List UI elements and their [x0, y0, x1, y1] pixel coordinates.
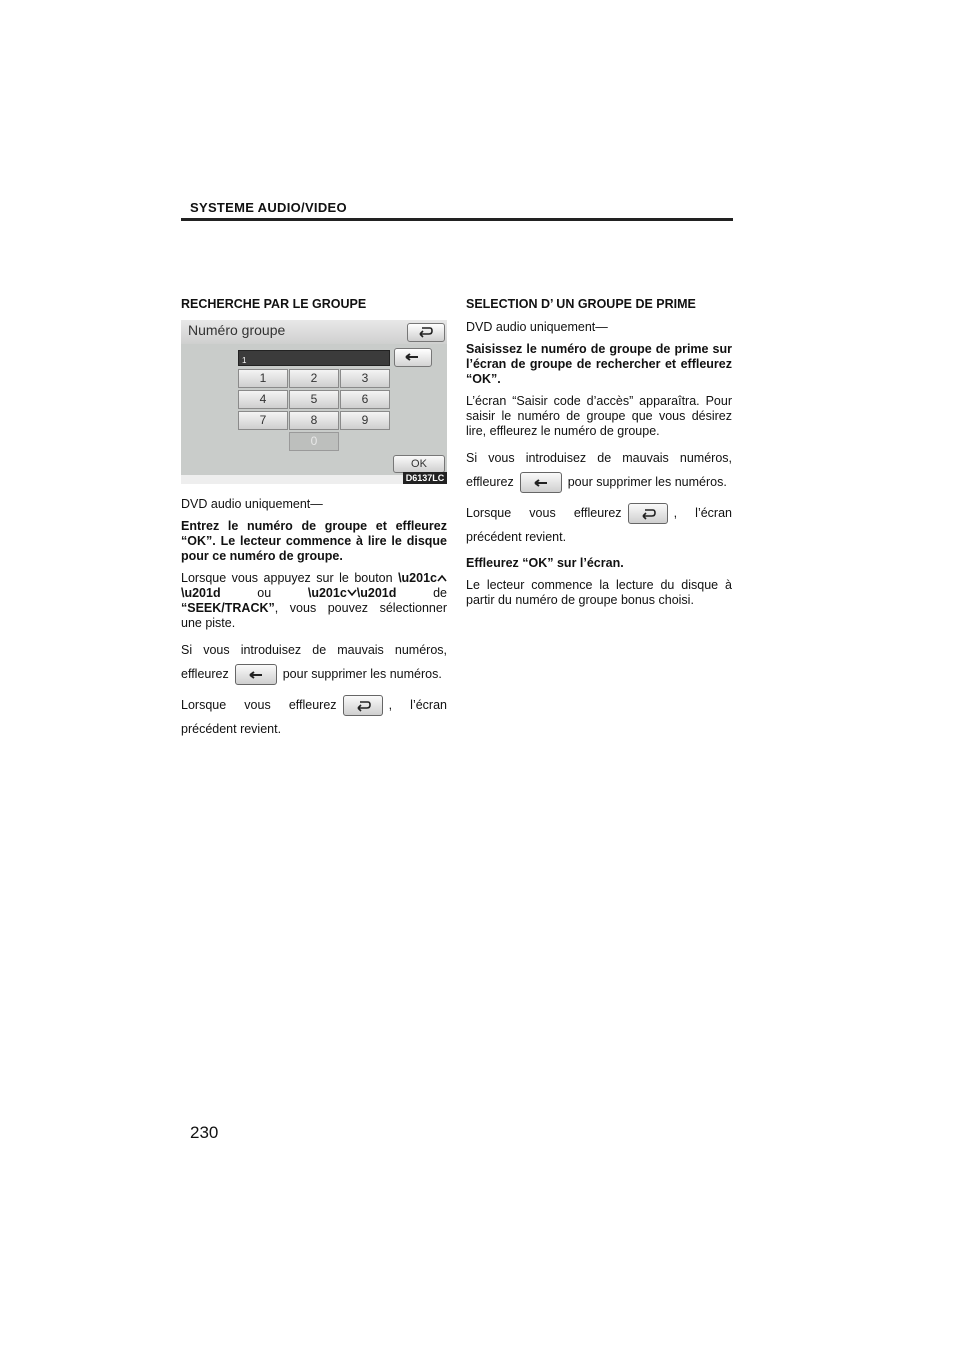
- key-5[interactable]: 5: [289, 390, 339, 409]
- chevron-up-icon: [437, 574, 447, 582]
- screen-delete-button[interactable]: [394, 348, 432, 367]
- header-rule: [181, 218, 733, 221]
- key-7[interactable]: 7: [238, 411, 288, 430]
- screen-back-button[interactable]: [407, 323, 445, 342]
- seek-track-label: “SEEK/TRACK”: [181, 601, 275, 615]
- key-6[interactable]: 6: [340, 390, 390, 409]
- key-3[interactable]: 3: [340, 369, 390, 388]
- left-back-paragraph: [181, 693, 447, 741]
- left-seek-paragraph: Lorsque vous appuyez sur le bouton \u201c\u201d ou \u201c \u201d de “SEEK/TRACK”, vous pouvez sélectionner une piste.: [181, 571, 447, 630]
- key-1[interactable]: 1: [238, 369, 288, 388]
- group-number-value: 1: [242, 356, 247, 365]
- key-0[interactable]: 0: [289, 432, 339, 451]
- backspace-arrow-icon: [404, 352, 420, 362]
- right-ok-instruction: Effleurez “OK” sur l’écran.: [466, 556, 624, 570]
- seek-text-a: Lorsque vous appuyez sur le bouton: [181, 571, 399, 585]
- right-result-paragraph: Le lecteur commence la lecture du disque à partir du numéro de groupe bonus choisi.: [466, 578, 732, 607]
- back-text-a: Lorsque vous effleurez: [466, 506, 622, 520]
- back-text-b: , l’écran précédent revient.: [181, 698, 447, 736]
- return-arrow-icon: [355, 700, 371, 712]
- screen-title: Numéro groupe: [188, 322, 286, 338]
- delete-text-b: pour supprimer les numéros.: [282, 667, 442, 681]
- left-heading: RECHERCHE PAR LE GROUPE: [181, 297, 367, 311]
- inline-back-button: [628, 503, 668, 524]
- back-text-b: , l’écran précédent revient.: [466, 506, 732, 544]
- chevron-down-icon: [347, 589, 357, 597]
- section-header: SYSTEME AUDIO/VIDEO: [190, 200, 347, 215]
- seek-text-c: de: [396, 586, 447, 600]
- right-instruction: Saisissez le numéro de groupe de prime sur l’écran de groupe de rechercher et effleurez “OK”.: [466, 342, 732, 386]
- right-dvd-note: DVD audio uniquement—: [466, 320, 608, 334]
- right-column: [466, 297, 732, 615]
- right-access-paragraph: L’écran “Saisir code d’accès” apparaîtra. Pour saisir le numéro de groupe que vous désirez lire, effleurez le numéro de groupe.: [466, 394, 732, 438]
- key-8[interactable]: 8: [289, 411, 339, 430]
- key-9[interactable]: 9: [340, 411, 390, 430]
- return-arrow-icon: [417, 326, 433, 338]
- right-back-paragraph: [466, 501, 732, 549]
- seek-text-b: ou: [220, 586, 308, 600]
- screen-ok-button[interactable]: OK: [393, 455, 445, 473]
- left-dvd-note: DVD audio uniquement—: [181, 497, 323, 511]
- delete-text-a: Si vous introduisez de mauvais numéros, effleurez: [181, 643, 447, 681]
- figure-code: D6137LC: [403, 472, 447, 484]
- page-number: 230: [190, 1123, 219, 1142]
- return-arrow-icon: [640, 508, 656, 520]
- backspace-arrow-icon: [533, 478, 549, 488]
- delete-text-a: Si vous introduisez de mauvais numéros, effleurez: [466, 451, 732, 489]
- backspace-arrow-icon: [248, 670, 264, 680]
- seek-text-d: , vous pouvez sélectionner une piste.: [181, 601, 447, 630]
- key-4[interactable]: 4: [238, 390, 288, 409]
- back-text-a: Lorsque vous effleurez: [181, 698, 337, 712]
- left-column: [181, 297, 447, 748]
- delete-text-b: pour supprimer les numéros.: [567, 475, 727, 489]
- right-delete-paragraph: [466, 446, 732, 494]
- left-delete-paragraph: [181, 638, 447, 686]
- group-number-input[interactable]: [238, 350, 390, 366]
- inline-delete-button: [520, 472, 562, 493]
- key-2[interactable]: 2: [289, 369, 339, 388]
- right-heading: SELECTION D’ UN GROUPE DE PRIME: [466, 297, 696, 311]
- inline-back-button: [343, 695, 383, 716]
- left-instruction: Entrez le numéro de groupe et effleurez “OK”. Le lecteur commence à lire le disque pour ce numéro de groupe.: [181, 519, 447, 563]
- screen-figure: [181, 320, 447, 484]
- inline-delete-button: [235, 664, 277, 685]
